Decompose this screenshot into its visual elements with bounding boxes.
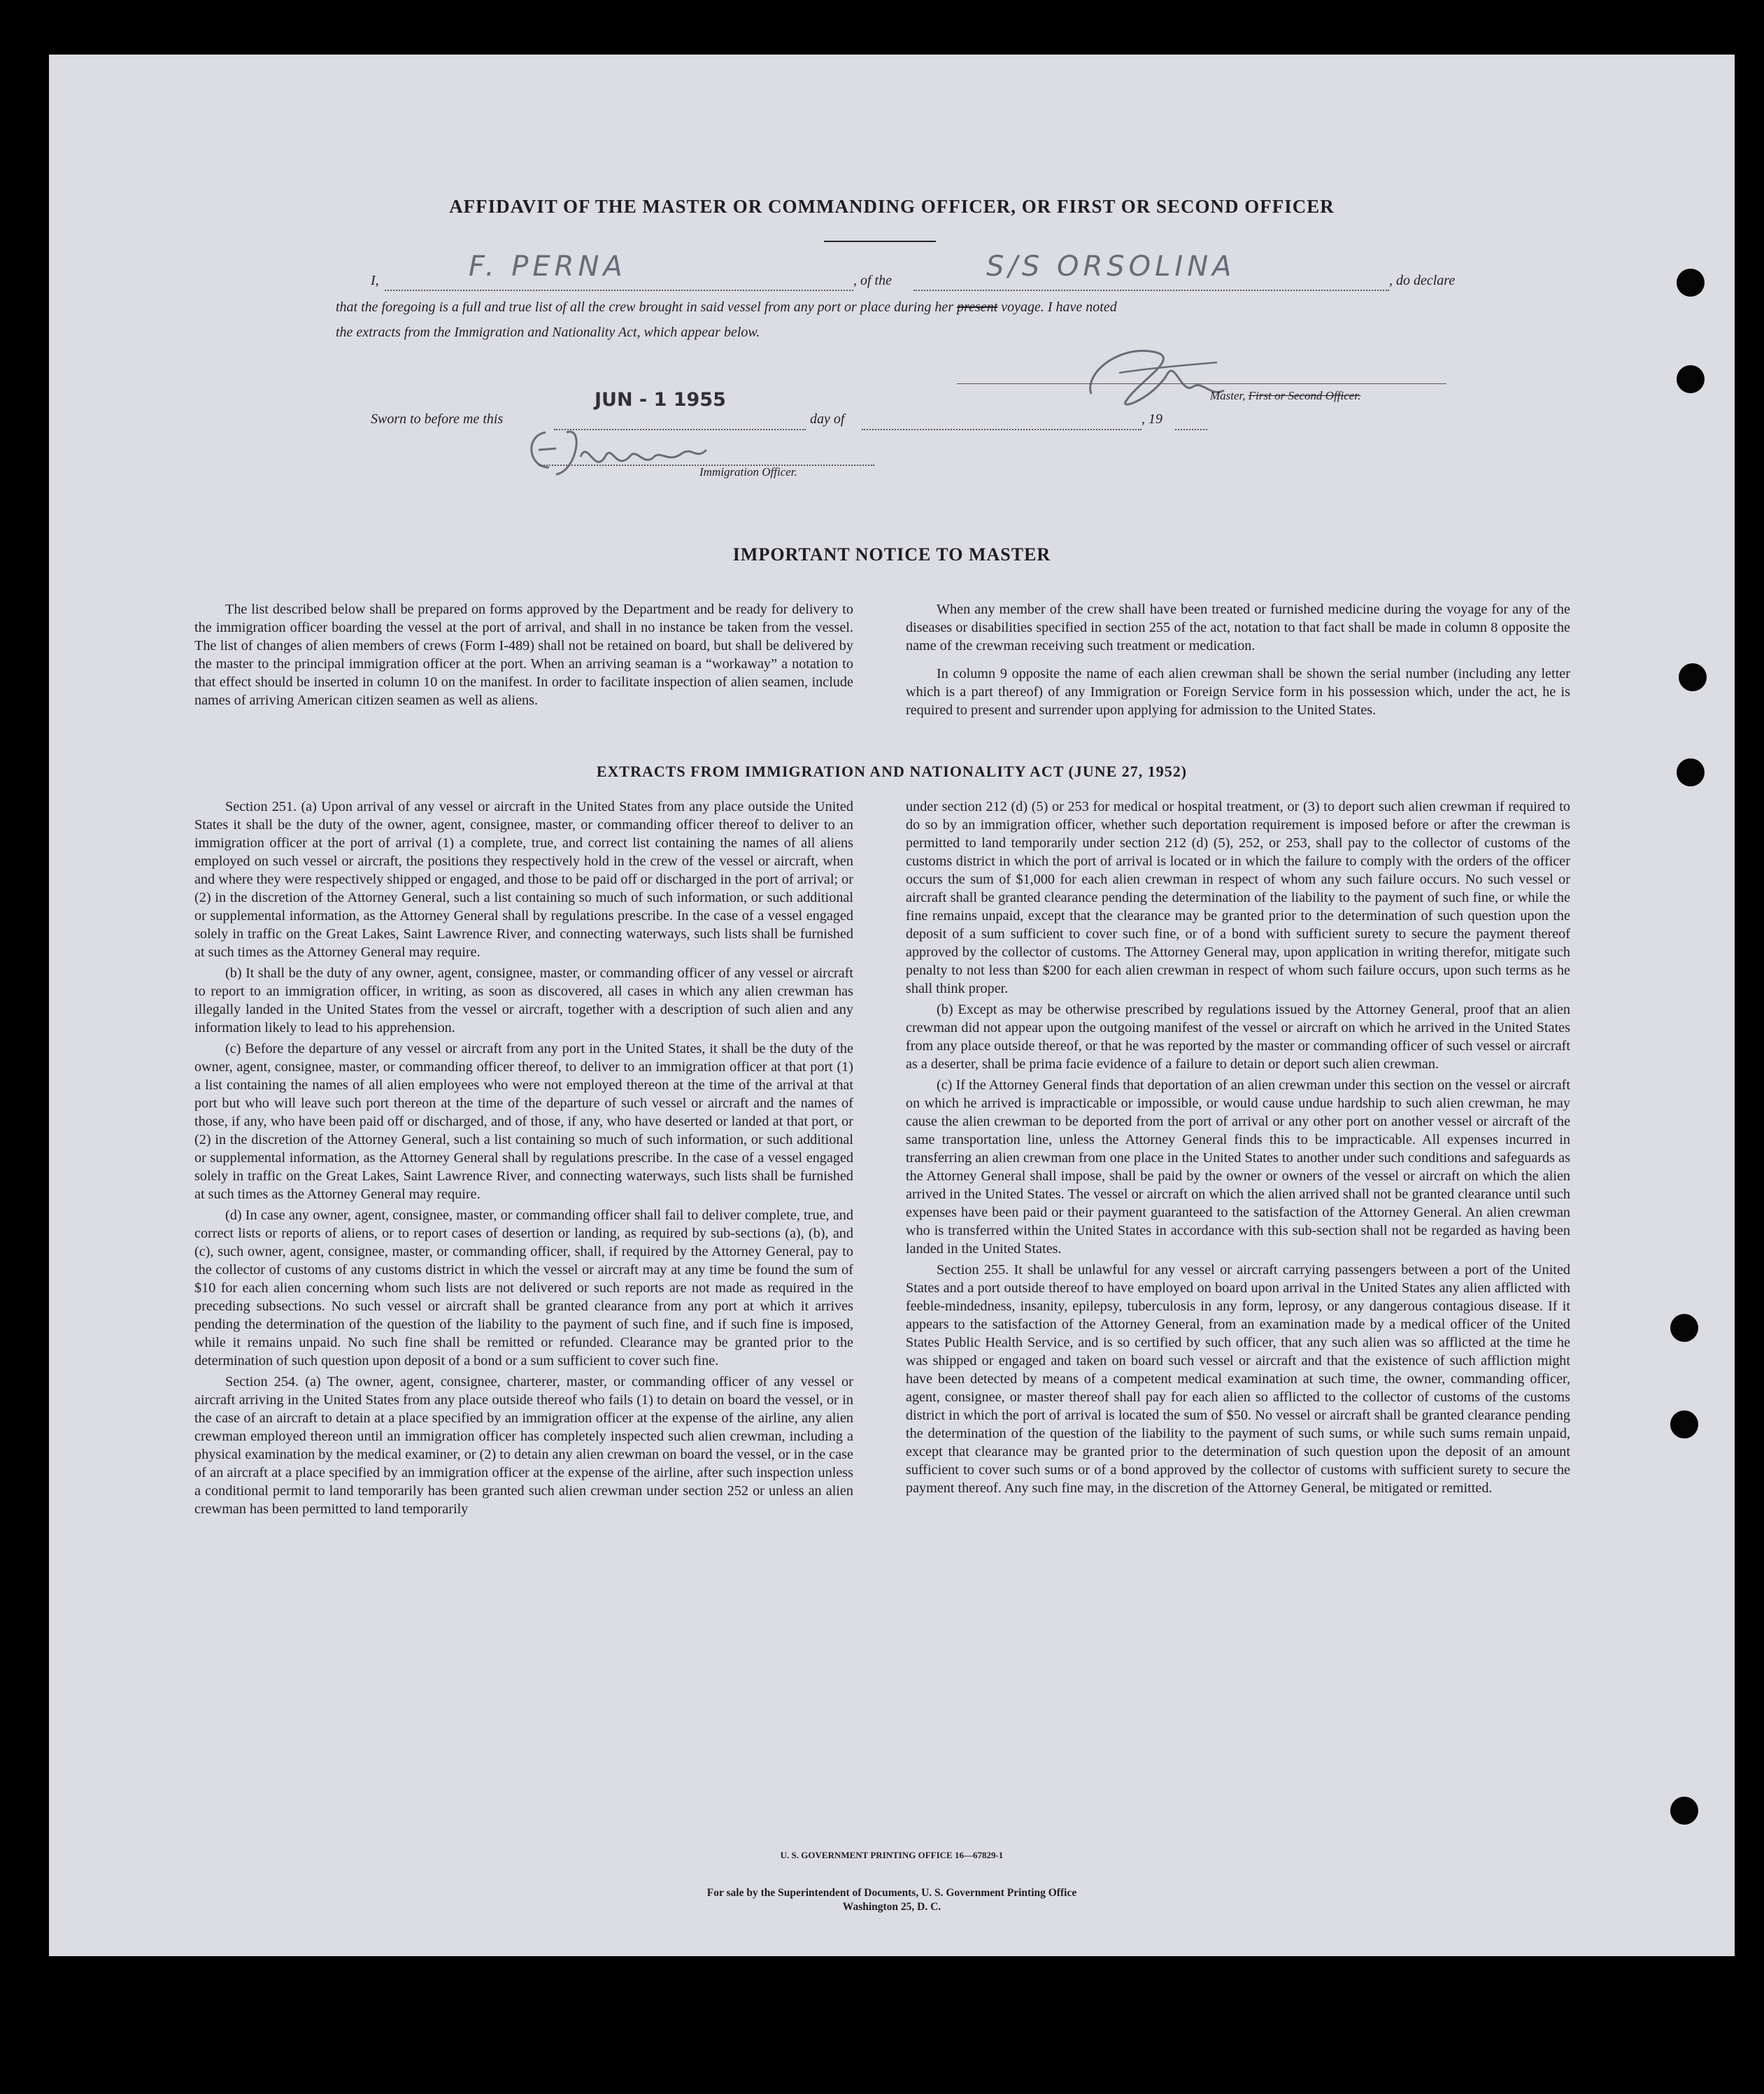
notice-right-paragraph: In column 9 opposite the name of each alien crewman shall be shown the serial number (including any letter which is a part thereof) of any Immigration or Foreign Service form in his possession which, under the act, he is required to present and surrender upon applying for admission to the United States. [906,666,1570,718]
sale-notice-line-2: Washington 25, D. C. [842,1901,941,1913]
immigration-officer-caption: Immigration Officer. [699,465,797,479]
day-of-label: day of [810,411,845,427]
section-255: Section 255. It shall be unlawful for any vessel or aircraft carrying passengers between a port of the United States and a port outside thereof to have employed on board upon arrival in the United States any alien afflicted with feeble-mindedness, insanity, epilepsy, tuberculosis in any form, leprosy, or any dangerous contagious disease. If it appears to the satisfaction of the Attorney General, from an examination made by a medical officer of the United States Public Health Service, and is so certified by such officer, that any such alien was so afflicted at the time he was shipped or engaged and taken on board such vessel or aircraft and that the existence of such affliction might have been detected by means of a competent medical examination at such time, the owner, commanding officer, agent, consignee, or master thereof shall pay for each alien so afflicted to the collector of customs of the customs district in which the port of arrival is located the sum of $50. No vessel or aircraft shall be granted clearance pending the determination of the question of the liability to the payment of such sums, or while such sums remain unpaid, except that clearance may be granted prior to the determination of such question upon the deposit of an amount sufficient to cover such sums or of a bond approved by the collector of customs with sufficient surety to secure the payment thereof. Any such fine may, in the discretion of the Attorney General, be mitigated or remitted. [906,1262,1570,1496]
punch-hole [1679,663,1707,691]
sworn-date-stamp: JUN - 1 1955 [595,389,726,411]
extracts-left-column [194,798,853,1518]
notice-left-paragraph: The list described below shall be prepared on forms approved by the Department and be ready for delivery to the immigration officer boarding the vessel at the port of arrival, and shall in no instance be taken from the vessel. The list of changes of alien members of crews (Form I-489) shall not be retained on board, but shall be delivered by the master to the principal immigration officer at the port. When an arriving seaman is a “workaway” a notation to that effect should be inserted in column 10 on the manifest. In order to facilitate inspection of alien seamen, include names of arriving American citizen seamen as well as aliens. [194,602,853,708]
section-254-b: (b) Except as may be otherwise prescribed by regulations issued by the Attorney General, proof that an alien crewman did not appear upon the outgoing manifest of the vessel or aircraft on which he arrived in the United States from any place outside thereof, or that he was reported by the master or commanding officer of such vessel or aircraft as a deserter, shall be prima facie evidence of a failure to detain or deport such alien crewman. [906,1002,1570,1072]
i-label: I, [371,273,379,288]
declaration-line-3: the extracts from the Immigration and Nationality Act, which appear below. [336,325,760,340]
notice-right-column [906,600,1570,719]
immigration-officer-signature [518,418,727,481]
declaration-line-2a: that the foregoing is a full and true list of all the crew brought in said vessel from any port or place during her [336,299,958,315]
sworn-year-field [1175,408,1207,430]
sworn-month-field [862,408,1141,430]
sale-notice [49,1886,1735,1914]
section-251-b: (b) It shall be the duty of any owner, agent, consignee, master, or commanding officer of any vessel or aircraft to report to an immigration officer, in writing, as soon as discovered, all cases in which any alien crewman has illegally landed in the United States from the vessel or aircraft, together with a description of such alien and any information likely to lead to his apprehension. [194,965,853,1035]
master-caption [1210,389,1360,403]
punch-hole [1670,1314,1698,1342]
section-251-a: Section 251. (a) Upon arrival of any vessel or aircraft in the United States from any place outside the United States it shall be the duty of the owner, agent, consignee, master, or commanding officer thereof to deliver to an immigration officer at the port of arrival (1) a complete, true, and correct list containing the names of all aliens employed on such vessel or aircraft, the positions they respectively hold in the crew of the vessel or aircraft, when and where they were respectively shipped or engaged, and those to be paid off or discharged in the port of arrival; or (2) in the discretion of the Attorney General, such a list containing so much of such information, or such additional or supplemental information, as the Attorney General shall by regulations prescribe. In the case of a vessel engaged solely in traffic on the Great Lakes, Saint Lawrence River, and connecting waterways, such lists shall be furnished at such times as the Attorney General may require. [194,799,853,960]
document-page [49,55,1735,1956]
year-label: , 19 [1141,411,1162,427]
sworn-label: Sworn to before me this [371,411,504,427]
extracts-title: EXTRACTS FROM IMMIGRATION AND NATIONALITY ACT (JUNE 27, 1952) [596,763,1188,780]
punch-hole [1670,1410,1698,1438]
declaration-line-2 [336,299,1117,316]
notice-left-column [194,600,853,709]
sale-notice-line-1: For sale by the Superintendent of Documents, U. S. Government Printing Office [706,1887,1077,1899]
section-254-c: (c) If the Attorney General finds that deportation of an alien crewman under this section on the vessel or aircraft on which he arrived is impracticable or impossible, or would cause undue hardship to such alien crewman, he may cause the alien crewman to be deported from the port of arrival or any other port on another vessel or aircraft of the same transportation line, unless the Attorney General finds this to be impracticable. All expenses incurred in transferring an alien crewman from one place in the United States to another under such conditions and safeguards as the Attorney General shall impose, shall be paid by the owner or owners of the vessel or aircraft on which the alien arrived in the United States. The vessel or aircraft on which the alien arrived shall not be granted clearance until such expenses have been paid or their payment guaranteed to the satisfaction of the Attorney General. An alien crewman who is transferred within the United States in accordance with this sub-section shall not be regarded as having been landed in the United States. [906,1077,1570,1257]
master-caption-struck: First or Second Officer. [1248,389,1361,402]
declaration-struck-word: present [957,299,998,315]
section-251-c: (c) Before the departure of any vessel or aircraft from any port in the United States, it shall be the duty of the owner, agent, consignee, master, or commanding officer thereof, to deliver to an immigration officer at that port (1) a list containing the names of all alien employees who were not employed thereon at the time of the arrival at that port but who will leave such port thereon at the time of the departure of such vessel or aircraft and the names of those, if any, who have been paid off or discharged, and of those, if any, who have deserted or landed at that port, or (2) in the discretion of the Attorney General, such a list containing so much of such information, or such additional or supplemental information, as the Attorney General shall by regulations prescribe. In the case of a vessel engaged solely in traffic on the Great Lakes, Saint Lawrence River, and connecting waterways, such lists shall be furnished at such times as the Attorney General may require. [194,1041,853,1202]
master-signature-line [957,383,1446,384]
section-254-a: Section 254. (a) The owner, agent, consignee, charterer, master, or commanding officer of any vessel or aircraft arriving in the United States from any place outside thereof who fails (1) to detain on board the vessel, or in the case of an aircraft to detain at a place specified by an immigration officer at the expense of the airline, any alien crewman employed thereon until an immigration officer has completely inspected such alien crewman, including a physical examination by the medical examiner, or (2) to detain any alien crewman on board the vessel, or in the case of an aircraft at a place specified by an immigration officer at the expense of the airline, after such inspection unless a conditional permit to land temporarily has been granted such alien crewman under section 252 or unless an alien crewman has been permitted to land temporarily [194,1374,853,1517]
do-declare-label: , do declare [1389,273,1456,288]
notice-right-paragraph: When any member of the crew shall have been treated or furnished medicine during the voyage for any of the diseases or disabilities specified in section 255 of the act, notation to that fact shall be made in column 8 opposite the name of the crewman receiving such treatment or medication. [906,602,1570,653]
punch-hole [1677,269,1705,297]
title-rule [824,241,936,242]
master-caption-prefix: Master, [1210,389,1249,402]
punch-hole [1677,365,1705,393]
extracts-right-column [906,798,1570,1497]
gpo-imprint: U. S. GOVERNMENT PRINTING OFFICE 16—67829-1 [780,1850,1004,1860]
of-the-label: , of the [853,273,892,288]
section-254-a-continued: under section 212 (d) (5) or 253 for medical or hospital treatment, or (3) to deport such alien crewman if required to do so by an immigration officer, whether such deportation requirement is imposed before or after the crewman is permitted to land temporarily under section 212 (d) (5), 252, or 253, shall pay to the collector of customs of the customs district in which the port of arrival is located or in which the failure to comply with the orders of the officer occurs the sum of $1,000 for each alien crewman in respect of whom any such failure occurs. No such vessel or aircraft shall be granted clearance pending the determination of the liability to the payment of such fine, or while the fine remains unpaid, except that the clearance may be granted prior to the determination of such question upon the deposit of a sum sufficient to cover such fine, or of a bond with sufficient surety to secure the payment thereof approved by the collector of customs. The Attorney General may, upon application in writing therefor, mitigate such penalty to not less than $200 for each alien crewman in respect of whom such failure occurs, upon such terms as he shall think proper. [906,799,1570,996]
master-name-handwritten: F. PERNA [469,250,627,283]
affidavit-title: AFFIDAVIT OF THE MASTER OR COMMANDING OFFICER, OR FIRST OR SECOND OFFICER [449,196,1335,217]
vessel-name-handwritten: S/S ORSOLINA [986,250,1236,283]
declaration-line-2b: voyage. I have noted [997,299,1117,315]
section-251-d: (d) In case any owner, agent, consignee, master, or commanding officer shall fail to deliver complete, true, and correct lists or reports of aliens, or to report cases of desertion or landing, as required by sub-sections (a), (b), and (c), such owner, agent, consignee, master, or commanding officer, shall, if required by the Attorney General, pay to the collector of customs of any customs district in which the vessel or aircraft may at any time be found the sum of $10 for each alien concerning whom such lists are not delivered or such reports are not made as required in the preceding subsections. No such vessel or aircraft shall be granted clearance from any port at which it arrives pending the determination of the question of the liability to the payment of such fine, and if such fine is imposed, while it remains unpaid. No such fine shall be remitted or refunded. Clearance may be granted prior to the determination of such question upon deposit of a bond or a sum sufficient to cover such fine. [194,1208,853,1368]
notice-title: IMPORTANT NOTICE TO MASTER [732,544,1051,565]
punch-hole [1677,758,1705,786]
punch-hole [1670,1797,1698,1825]
